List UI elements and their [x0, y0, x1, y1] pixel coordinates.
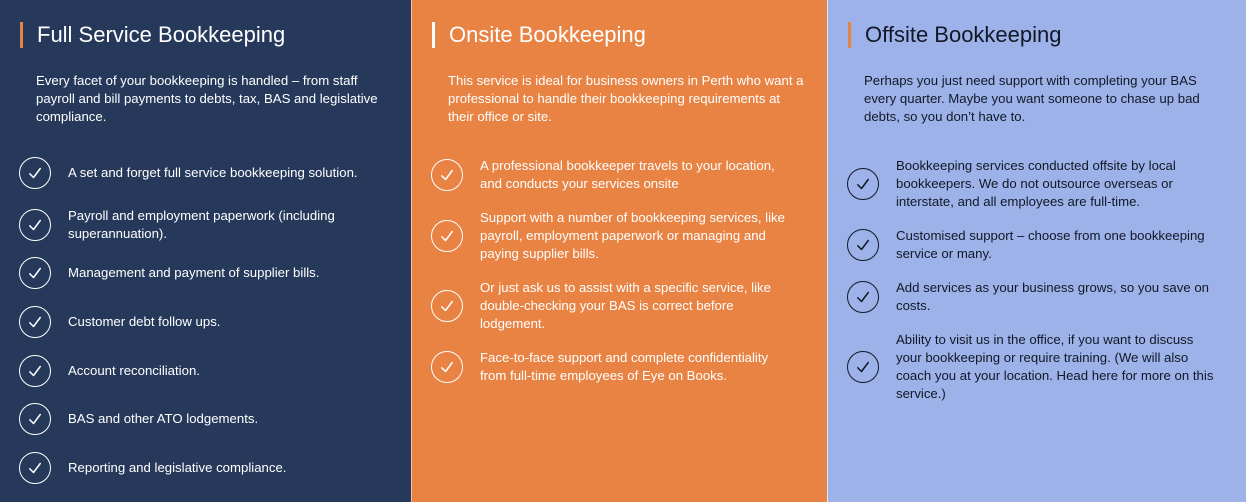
check-circle-icon — [431, 220, 463, 252]
onsite-title: Onsite Bookkeeping — [432, 22, 646, 48]
check-circle-icon — [847, 281, 879, 313]
list-item-text: Face-to-face support and complete confidentiality from full-time employees of Eye on Books. — [480, 350, 769, 383]
onsite-column — [411, 0, 827, 502]
list-item-text: Support with a number of bookkeeping services, like payroll, employment paperwork or managing and paying supplier bills. — [480, 210, 785, 261]
list-item-text: A professional bookkeeper travels to your location, and conducts your services onsite — [480, 158, 775, 191]
list-item — [431, 279, 817, 333]
list-item-text: Or just ask us to assist with a specific service, like double-checking your BAS is correct before lodgement. — [480, 280, 771, 331]
list-item — [19, 157, 401, 189]
list-item — [19, 452, 401, 484]
list-item-text: A set and forget full service bookkeeping solution. — [68, 165, 358, 180]
list-item — [431, 157, 817, 193]
full-service-title: Full Service Bookkeeping — [20, 22, 285, 48]
check-circle-icon — [19, 403, 51, 435]
offsite-intro: Perhaps you just need support with completing your BAS every quarter. Maybe you want someone to chase up bad debts, so you don’t have to. — [864, 73, 1200, 124]
check-circle-icon — [19, 306, 51, 338]
list-item — [19, 403, 401, 435]
list-item — [847, 227, 1236, 263]
list-item-text: Customised support – choose from one bookkeeping service or many. — [896, 228, 1205, 261]
offsite-title: Offsite Bookkeeping — [848, 22, 1062, 48]
list-item-text: Customer debt follow ups. — [68, 314, 221, 329]
list-item — [19, 355, 401, 387]
list-item-text: Ability to visit us in the office, if you want to discuss your bookkeeping or require training. (We will also coach you at your location. Head here for more on this service.) — [896, 332, 1214, 401]
check-circle-icon — [847, 351, 879, 383]
list-item-text: Reporting and legislative compliance. — [68, 460, 287, 475]
list-item — [431, 349, 817, 385]
list-item — [19, 207, 401, 243]
list-item-text: Management and payment of supplier bills. — [68, 265, 320, 280]
check-circle-icon — [19, 157, 51, 189]
check-circle-icon — [431, 351, 463, 383]
list-item — [847, 331, 1236, 403]
list-item — [847, 279, 1236, 315]
full-service-intro: Every facet of your bookkeeping is handled – from staff payroll and bill payments to debts, tax, BAS and legislative compliance. — [36, 73, 378, 124]
list-item-text: Bookkeeping services conducted offsite by local bookkeepers. We do not outsource overseas or interstate, and all employees are full-time. — [896, 158, 1176, 209]
list-item-text: BAS and other ATO lodgements. — [68, 411, 259, 426]
list-item — [431, 209, 817, 263]
list-item — [847, 157, 1236, 211]
list-item-text: Add services as your business grows, so you save on costs. — [896, 280, 1209, 313]
check-circle-icon — [19, 452, 51, 484]
check-circle-icon — [431, 290, 463, 322]
offsite-column — [827, 0, 1246, 502]
check-circle-icon — [19, 355, 51, 387]
check-circle-icon — [847, 229, 879, 261]
list-item — [19, 257, 401, 289]
check-circle-icon — [847, 168, 879, 200]
check-circle-icon — [19, 257, 51, 289]
check-circle-icon — [431, 159, 463, 191]
list-item-text: Payroll and employment paperwork (including superannuation). — [68, 208, 335, 241]
list-item — [19, 306, 401, 338]
full-service-column — [0, 0, 411, 502]
check-circle-icon — [19, 209, 51, 241]
list-item-text: Account reconciliation. — [68, 363, 200, 378]
onsite-intro: This service is ideal for business owners in Perth who want a professional to handle their bookkeeping requirements at their office or site. — [448, 73, 804, 124]
